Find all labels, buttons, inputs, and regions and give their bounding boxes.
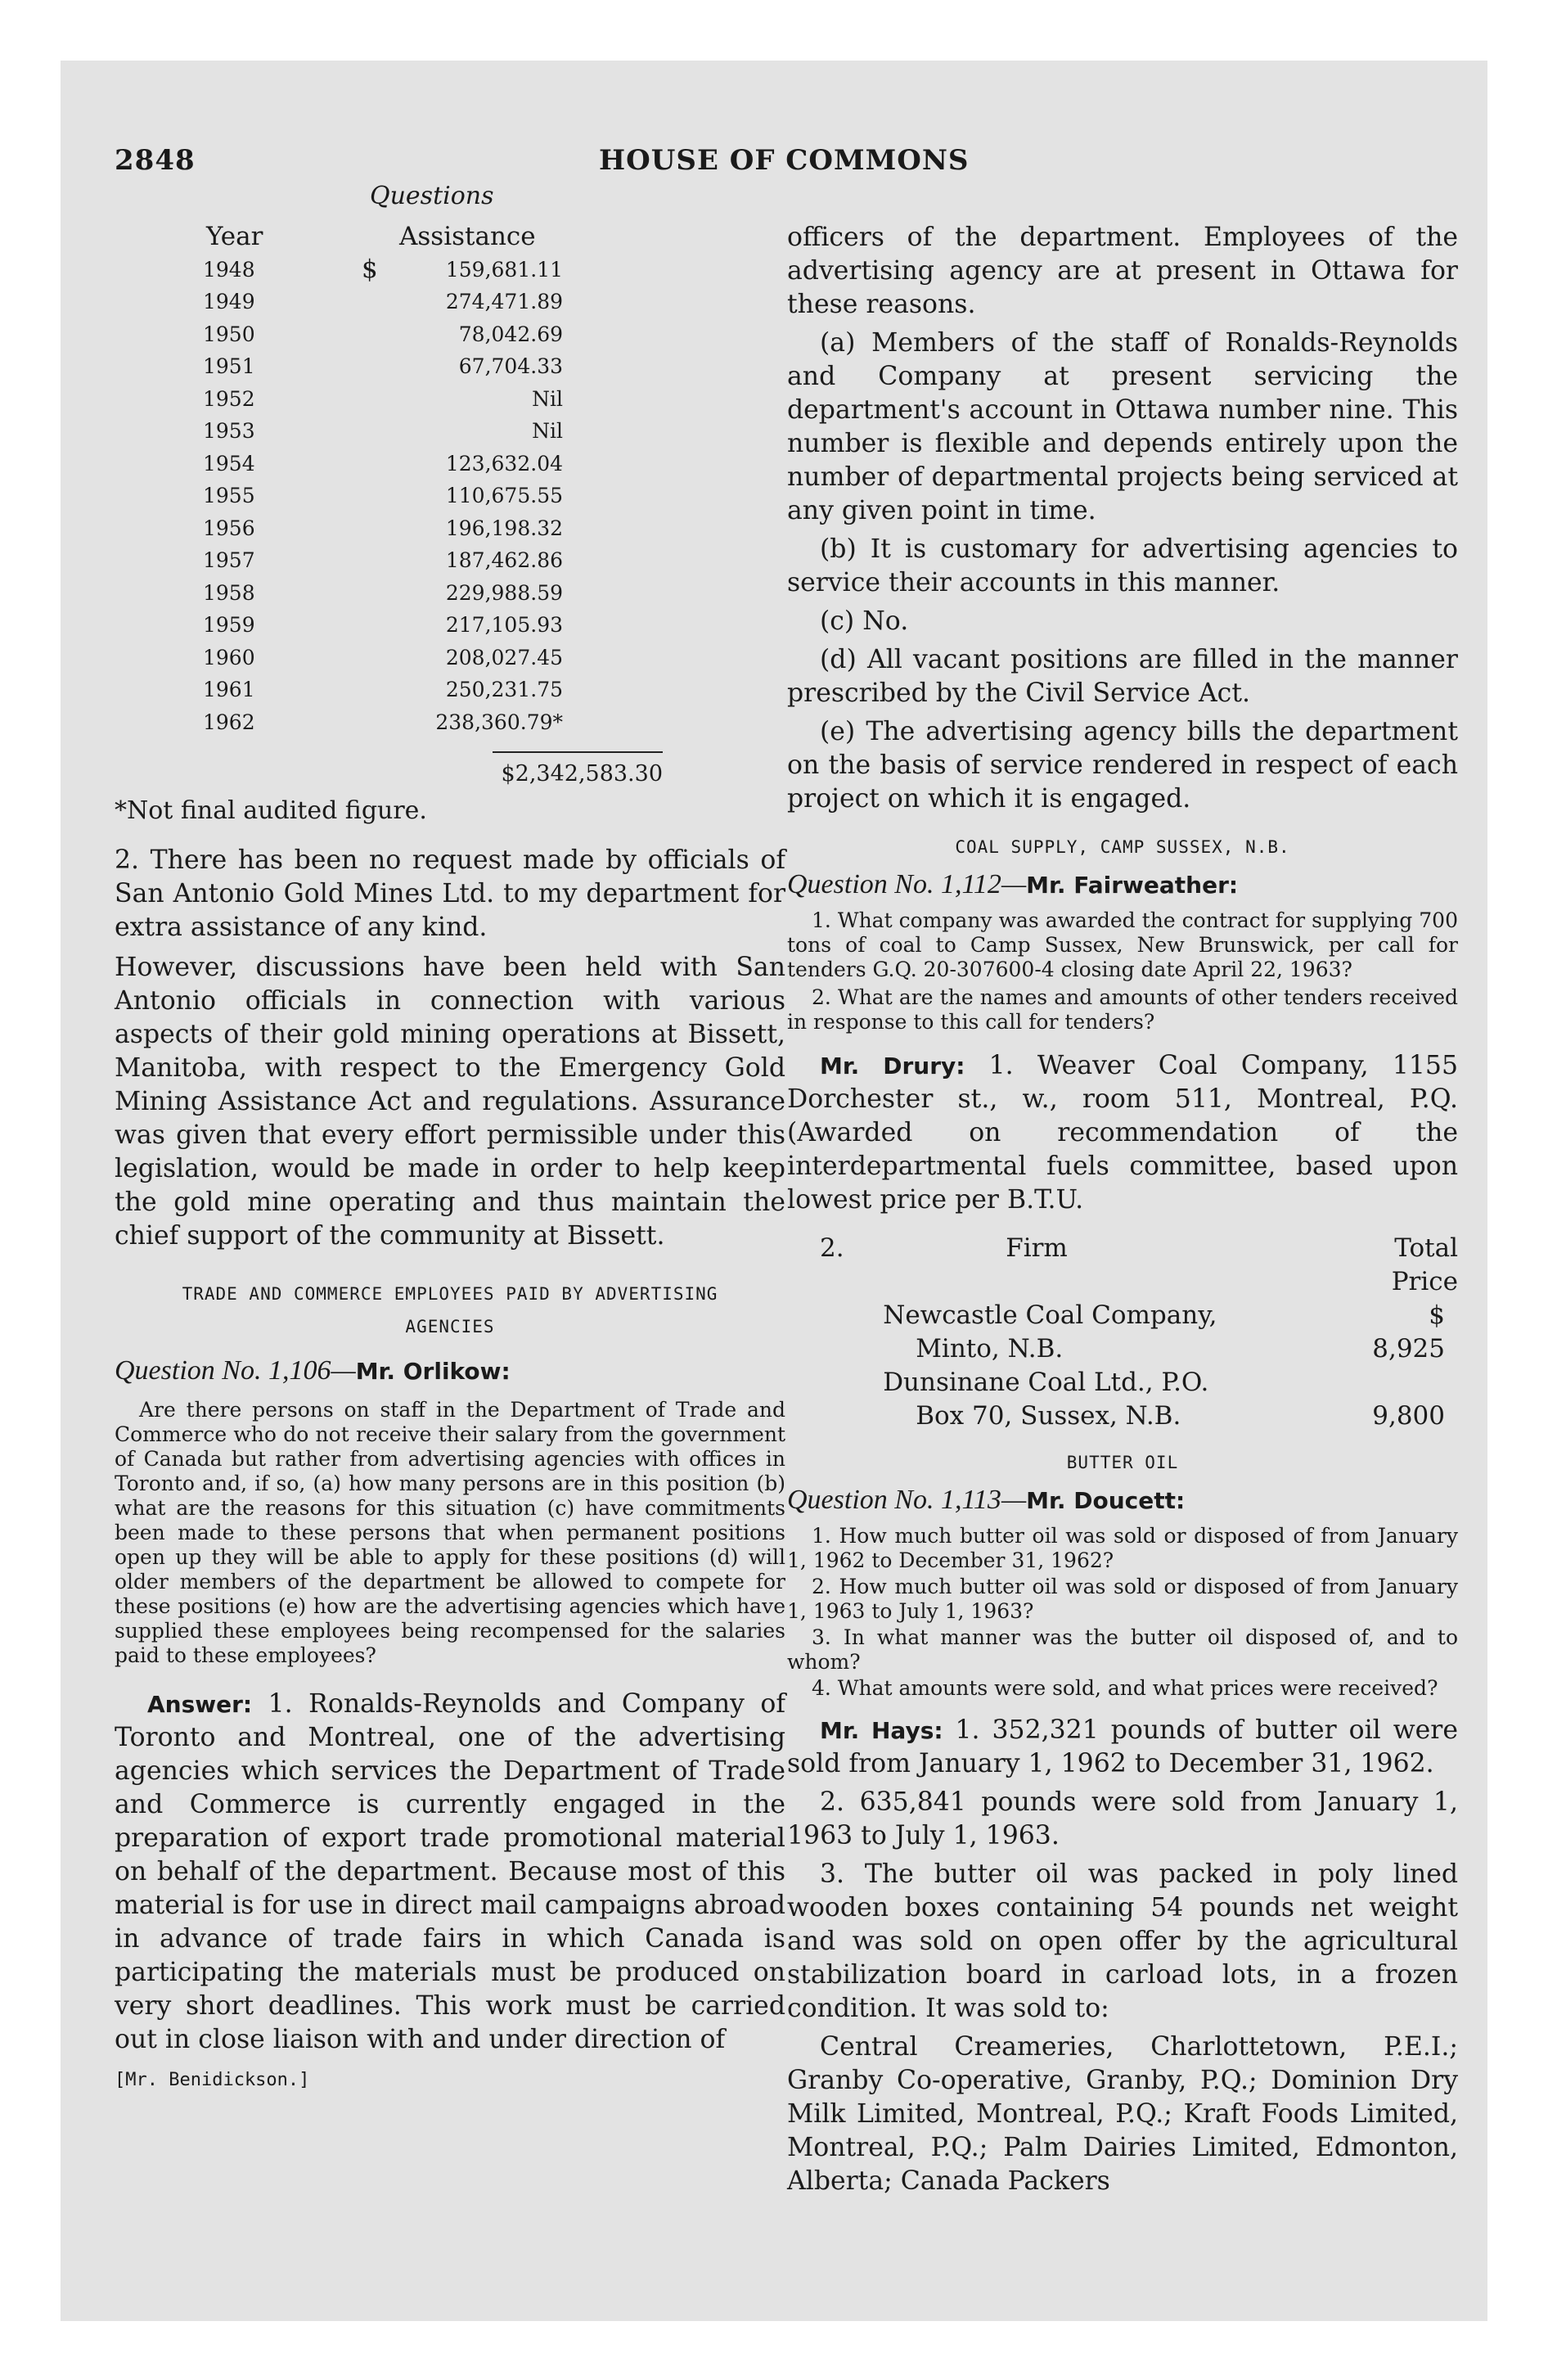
table-row <box>115 480 563 512</box>
coal-question-2: 2. What are the names and amounts of other tenders received in response to this call for tenders? <box>787 985 1458 1034</box>
amount-cell: 274,471.89 <box>445 290 563 313</box>
year-cell: 1956 <box>203 516 255 540</box>
section-heading: TRADE AND COMMERCE EMPLOYEES PAID BY ADVERTISING AGENCIES <box>182 1284 718 1336</box>
question-member: Mr. Orlikow: <box>355 1358 511 1385</box>
amount-cell: 187,462.86 <box>445 548 563 572</box>
para-e: (e) The advertising agency bills the department on the basis of service rendered in respect of each project on which it is engaged. <box>787 717 1458 814</box>
hays-buyers: Central Creameries, Charlottetown, P.E.I.; Granby Co-operative, Granby, P.Q.; Dominion Dry Milk Limited, Montreal, P.Q.; Kraft Foods Limited, Montreal, P.Q.; Palm Dairies Limited, Edmonton, Alberta; Canada Packers <box>787 2032 1458 2196</box>
year-cell: 1958 <box>203 580 255 605</box>
coal-question-1: 1. What company was awarded the contract for supplying 700 tons of coal to Camp Sussex, New Brunswick, per call for tenders G.Q. 20-307600-4 closing date April 22, 1963? <box>787 908 1458 981</box>
butter-question-2: 2. How much butter oil was sold or disposed of from January 1, 1963 to July 1, 1963? <box>787 1575 1458 1623</box>
question-text: Are there persons on staff in the Department of Trade and Commerce who do not receive their salary from the government of Canada but rather from advertising agencies with offices in Toronto and, if so, (a) how many persons are in this position (b) what are the reasons for this situation (c) have commitments been made to these persons that when permanent positions open up they will be able to apply for these positions (d) will older members of the department be allowed to compete for these positions (e) how are the advertising agencies which have supplied these employees being recompensed for the salaries paid to these employees? <box>115 1398 785 1667</box>
para-a: (a) Members of the staff of Ronalds-Reynolds and Company at present servicing the department's account in Ottawa number nine. This number is flexible and depends entirely upon the number of departmental projects being serviced at any given point in time. <box>787 328 1458 525</box>
right-column <box>787 221 1458 2198</box>
drury-answer <box>787 1049 1458 1217</box>
butter-question-3: 3. In what manner was the butter oil disposed of, and to whom? <box>787 1625 1458 1674</box>
para-continuation: officers of the department. Employees of the advertising agency are at present in Ottawa for these reasons. <box>787 223 1458 319</box>
col-price-header: Total Price <box>1391 1233 1458 1296</box>
amount-cell: Nil <box>532 386 563 411</box>
amount-cell: 78,042.69 <box>458 322 563 346</box>
amount-cell: 217,105.93 <box>445 613 563 637</box>
table-row <box>115 642 563 674</box>
amount-cell: Nil <box>532 419 563 443</box>
butter-heading: BUTTER OIL <box>1066 1453 1179 1472</box>
table-row <box>115 512 563 545</box>
firm-name: Dunsinane Coal Ltd., P.O. <box>883 1368 1209 1397</box>
year-cell: 1951 <box>203 354 255 378</box>
amount-cell: 208,027.45 <box>445 645 563 669</box>
total-rule <box>493 751 663 753</box>
table-row <box>787 1299 1458 1366</box>
coal-question-member: Mr. Fairweather: <box>1026 872 1239 899</box>
table-row <box>787 1366 1458 1433</box>
drury-speaker: Mr. Drury: <box>820 1053 965 1080</box>
hays-speaker: Mr. Hays: <box>820 1717 943 1744</box>
hays-text-1: 1. 352,321 pounds of butter oil were sold from January 1, 1962 to December 31, 1962. <box>787 1715 1458 1778</box>
firm-table-header <box>787 1232 1458 1299</box>
col-firm-header: Firm <box>1006 1233 1068 1263</box>
table-row <box>115 544 563 577</box>
butter-question-4: 4. What amounts were sold, and what prices were received? <box>812 1676 1438 1700</box>
left-column <box>115 182 785 2090</box>
table-header <box>115 221 563 254</box>
answer-paragraph <box>115 1688 785 2057</box>
amount-cell: 196,198.32 <box>445 516 563 540</box>
butter-question-1: 1. How much butter oil was sold or disposed of from January 1, 1962 to December 31, 1962? <box>787 1524 1458 1572</box>
year-cell: 1953 <box>203 419 255 443</box>
year-cell: 1954 <box>203 451 255 476</box>
amount-cell: 110,675.55 <box>445 484 563 507</box>
hays-answer-2: 2. 635,841 pounds were sold from January 1, 1963 to July 1, 1963. <box>787 1787 1458 1850</box>
para-c: (c) No. <box>820 606 909 636</box>
coal-question-number: Question No. 1,112 <box>787 869 1001 899</box>
year-cell: 1950 <box>203 322 255 346</box>
year-cell: 1959 <box>203 613 255 637</box>
col-year-header: Year <box>206 222 263 251</box>
coal-question-line: Question No. 1,112—Mr. Fairweather: <box>787 869 1239 899</box>
para-d: (d) All vacant positions are filled in the manner prescribed by the Civil Service Act. <box>787 645 1458 708</box>
butter-question-line: Question No. 1,113—Mr. Doucett: <box>787 1485 1186 1515</box>
question-line: Question No. 1,106—Mr. Orlikow: <box>115 1355 511 1386</box>
table-total: $2,342,583.30 <box>501 761 663 787</box>
assistance-table <box>115 221 563 738</box>
page-number: 2848 <box>115 144 196 177</box>
drury-text: 1. Weaver Coal Company, 1155 Dorchester st., w., room 511, Montreal, P.Q. (Awarded on recommendation of the interdepartmental fuels committee, based upon lowest price per B.T.U. <box>787 1051 1458 1215</box>
year-cell: 1955 <box>203 484 255 507</box>
running-head: HOUSE OF COMMONS <box>599 144 970 177</box>
amount-cell: 159,681.11 <box>445 257 563 282</box>
answer-text: 1. Ronalds-Reynolds and Company of Toronto and Montreal, one of the advertising agencies which services the Department of Trade and Commerce is currently engaged in the preparation of export trade promotional material on behalf of the department. Because most of this material is for use in direct mail campaigns abroad in advance of trade fairs in which Canada is participating the materials must be produced on very short deadlines. This work must be carried out in close liaison with and under direction of <box>115 1689 785 2054</box>
butter-question-number: Question No. 1,113 <box>787 1485 1001 1515</box>
currency-cell: $ <box>362 254 378 284</box>
hays-answer-1 <box>787 1714 1458 1781</box>
year-cell: 1948 <box>203 257 255 282</box>
table-row <box>115 254 563 286</box>
questions-label: Questions <box>370 182 494 210</box>
footer-speaker: [Mr. Benidickson.] <box>115 2070 310 2090</box>
table-row <box>115 350 563 383</box>
question-number: Question No. 1,106 <box>115 1355 331 1386</box>
firm-location: Minto, N.B. <box>916 1334 1064 1364</box>
firm-price: $ 8,925 <box>1372 1300 1445 1364</box>
firm-number: 2. <box>820 1233 844 1263</box>
year-cell: 1960 <box>203 645 255 669</box>
para-b: (b) It is customary for advertising agencies to service their accounts in this manner. <box>787 534 1458 597</box>
table-row <box>115 674 563 706</box>
year-cell: 1957 <box>203 548 255 572</box>
para-2: 2. There has been no request made by officials of San Antonio Gold Mines Ltd. to my department for extra assistance of any kind. <box>115 845 785 942</box>
amount-cell: 67,704.33 <box>458 354 563 378</box>
coal-heading: COAL SUPPLY, CAMP SUSSEX, N.B. <box>955 837 1290 857</box>
amount-cell: 123,632.04 <box>445 451 563 476</box>
col-assistance-header: Assistance <box>399 222 536 251</box>
para-however: However, discussions have been held with San Antonio officials in connection with various aspects of their gold mining operations at Bissett, Manitoba, with respect to the Emergency Gold Mining Assistance Act and regulations. Assurance was given that every effort permissible under this legislation, would be made in order to help keep the gold mine operating and thus maintain the chief support of the community at Bissett. <box>115 953 785 1251</box>
firm-table <box>787 1232 1458 1433</box>
answer-label: Answer: <box>147 1691 253 1718</box>
amount-cell: 229,988.59 <box>445 580 563 605</box>
amount-cell: 238,360.79* <box>435 710 563 734</box>
year-cell: 1952 <box>203 386 255 411</box>
firm-name: Newcastle Coal Company, <box>883 1300 1217 1330</box>
year-cell: 1962 <box>203 710 255 734</box>
amount-cell: 250,231.75 <box>445 678 563 701</box>
hays-answer-3: 3. The butter oil was packed in poly lined wooden boxes containing 54 pounds net weight and was sold on open offer by the agricultural stabilization board in carload lots, in a frozen condition. It was sold to: <box>787 1859 1458 2023</box>
table-row <box>115 448 563 480</box>
butter-question-member: Mr. Doucett: <box>1026 1487 1186 1514</box>
table-row <box>115 577 563 610</box>
table-footnote: *Not final audited figure. <box>115 796 427 825</box>
table-row <box>115 318 563 351</box>
table-row <box>115 706 563 739</box>
table-row <box>115 286 563 318</box>
table-row <box>115 383 563 416</box>
firm-price: 9,800 <box>1372 1401 1445 1431</box>
year-cell: 1961 <box>203 678 255 701</box>
table-row <box>115 415 563 448</box>
table-row <box>115 609 563 642</box>
firm-location: Box 70, Sussex, N.B. <box>916 1401 1181 1431</box>
year-cell: 1949 <box>203 290 255 313</box>
